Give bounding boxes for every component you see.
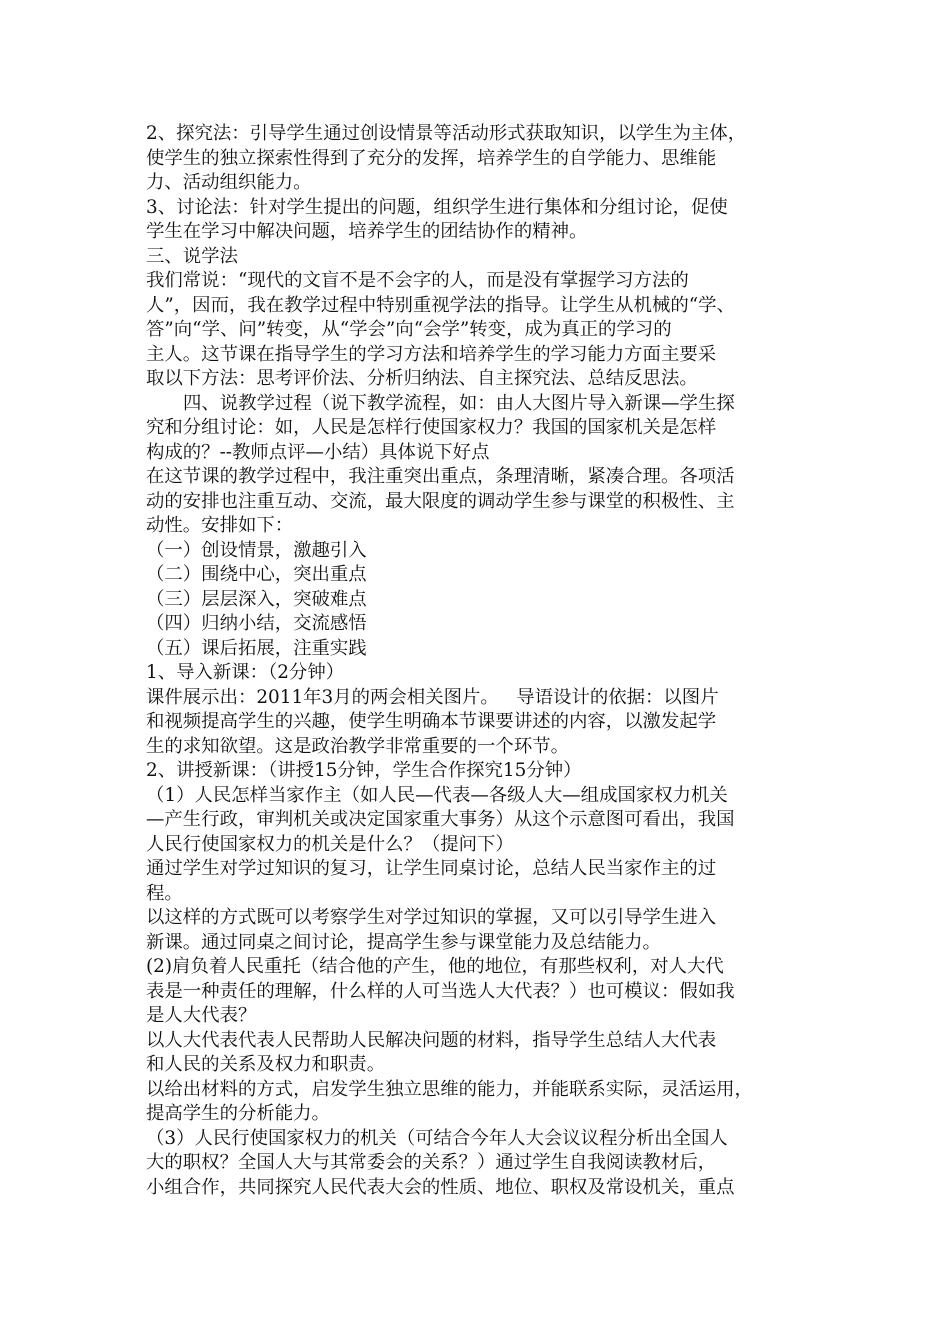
text-line: 学生在学习中解决问题，培养学生的团结协作的精神。 <box>146 221 588 242</box>
text-line: 2、讲授新课：（讲授15分钟，学生合作探究15分钟） <box>146 760 582 781</box>
text-line: 1、导入新课：（2分钟） <box>146 662 345 683</box>
text-line: 小组合作，共同探究人民代表大会的性质、地位、职权及常设机关，重点 <box>146 1176 735 1198</box>
text-line: —产生行政，审判机关或决定国家重大事务）从这个示意图可看出，我国 <box>146 809 735 830</box>
text-line: 2、探究法：引导学生通过创设情景等活动形式获取知识，以学生为主体， <box>146 123 747 144</box>
text-line: 构成的？--教师点评—小结）具体说下好点 <box>146 441 490 463</box>
section-heading: 四、说教学过程（说下教学流程，如：由人大图片导入新课—学生探 <box>183 392 735 414</box>
text-line: 程。 <box>146 882 183 904</box>
text-line: 动性。安排如下： <box>146 515 294 536</box>
text-line: 究和分组讨论：如，人民是怎样行使国家权力？我国的国家机关是怎样 <box>146 417 717 438</box>
text-line: 和视频提高学生的兴趣，使学生明确本节课要讲述的内容，以激发起学 <box>146 711 717 732</box>
list-item: （二）围绕中心，突出重点 <box>146 564 367 585</box>
text-line: 以给出材料的方式，启发学生独立思维的能力，并能联系实际，灵活运用， <box>146 1078 753 1100</box>
text-line: 大的职权？全国人大与其常委会的关系？）通过学生自我阅读教材后， <box>146 1152 717 1173</box>
text-line: 通过学生对学过知识的复习，让学生同桌讨论，总结人民当家作主的过 <box>146 858 717 879</box>
text-line: 3、讨论法：针对学生提出的问题，组织学生进行集体和分组讨论，促使 <box>146 196 728 218</box>
text-line: 动的安排也注重互动、交流，最大限度的调动学生参与课堂的积极性、主 <box>146 490 735 512</box>
text-line: 人民行使国家权力的机关是什么？（提问下） <box>146 833 514 855</box>
list-item: （三）层层深入，突破难点 <box>146 588 367 610</box>
text-line: 我们常说：“现代的文盲不是不会字的人，而是没有掌握学习方法的 <box>146 270 689 291</box>
text-line: （1）人民怎样当家作主（如人民—代表—各级人大—组成国家权力机关 <box>146 784 728 806</box>
text-line: 答”向“学、问”转变，从“学会”向“会学”转变，成为真正的学习的 <box>146 319 672 340</box>
list-item: （四）归纳小结，交流感悟 <box>146 613 367 634</box>
text-line: 和人民的关系及权力和职责。 <box>146 1054 386 1075</box>
list-item: （一）创设情景，激趣引入 <box>146 539 367 561</box>
section-heading: 三、说学法 <box>146 245 238 267</box>
text-line: 新课。通过同桌之间讨论，提高学生参与课堂能力及总结能力。 <box>146 931 661 953</box>
text-line: 主人。这节课在指导学生的学习方法和培养学生的学习能力方面主要采 <box>146 343 717 365</box>
text-line: 生的求知欲望。这是政治教学非常重要的一个环节。 <box>146 735 569 757</box>
document-page <box>146 122 814 1200</box>
text-line: 人”，因而，我在教学过程中特别重视学法的指导。让学生从机械的“学、 <box>146 294 735 316</box>
text-line: 提高学生的分析能力。 <box>146 1103 330 1124</box>
text-line: 以这样的方式既可以考察学生对学过知识的掌握，又可以引导学生进入 <box>146 907 717 928</box>
text-line: 取以下方法：思考评价法、分析归纳法、自主探究法、总结反思法。 <box>146 368 698 389</box>
list-item: （五）课后拓展，注重实践 <box>146 637 367 659</box>
text-line: 在这节课的教学过程中，我注重突出重点，条理清晰，紧凑合理。各项活 <box>146 466 735 487</box>
text-line: 以人大代表代表人民帮助人民解决问题的材料，指导学生总结人大代表 <box>146 1029 717 1051</box>
text-line: （3）人民行使国家权力的机关（可结合今年人大会议议程分析出全国人 <box>146 1127 728 1149</box>
text-line: 力、活动组织能力。 <box>146 172 312 193</box>
text-line: 表是一种责任的理解，什么样的人可当选人大代表？）也可模议：假如我 <box>146 980 735 1002</box>
text-line: 是人大代表？ <box>146 1005 257 1026</box>
text-line: (2)肩负着人民重托（结合他的产生，他的地位，有那些权利，对人大代 <box>146 956 724 977</box>
text-line: 使学生的独立探索性得到了充分的发挥，培养学生的自学能力、思维能 <box>146 147 717 169</box>
text-line: 课件展示出：2011年3月的两会相关图片。 导语设计的依据：以图片 <box>146 686 719 708</box>
